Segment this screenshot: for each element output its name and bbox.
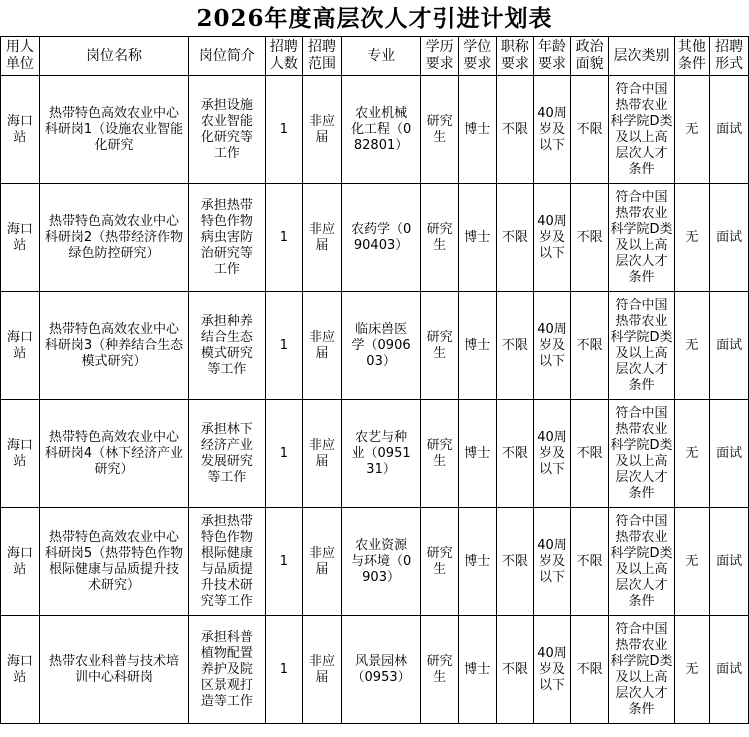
header-other: 其他条件 — [674, 37, 710, 76]
cell-age: 40周岁及以下 — [534, 400, 571, 508]
cell-form: 面试 — [710, 184, 749, 292]
cell-unit: 海口站 — [1, 76, 40, 184]
cell-age: 40周岁及以下 — [534, 616, 571, 724]
cell-degree: 博士 — [458, 616, 496, 724]
table-body — [1, 76, 749, 724]
cell-scope: 非应届 — [303, 508, 342, 616]
cell-education: 研究生 — [421, 292, 459, 400]
header-level: 层次类别 — [609, 37, 674, 76]
cell-education: 研究生 — [421, 508, 459, 616]
cell-form: 面试 — [710, 76, 749, 184]
cell-count: 1 — [265, 292, 303, 400]
cell-degree: 博士 — [458, 76, 496, 184]
cell-unit: 海口站 — [1, 292, 40, 400]
cell-position: 热带农业科普与技术培训中心科研岗 — [39, 616, 189, 724]
cell-level: 符合中国热带农业科学院D类及以上高层次人才条件 — [609, 508, 674, 616]
cell-major: 风景园林（0953） — [341, 616, 420, 724]
header-unit: 用人单位 — [1, 37, 40, 76]
cell-unit: 海口站 — [1, 616, 40, 724]
cell-title-requirement: 不限 — [496, 76, 534, 184]
header-form: 招聘形式 — [710, 37, 749, 76]
table-row — [1, 508, 749, 616]
cell-scope: 非应届 — [303, 292, 342, 400]
table-row — [1, 400, 749, 508]
cell-title-requirement: 不限 — [496, 292, 534, 400]
cell-scope: 非应届 — [303, 76, 342, 184]
cell-count: 1 — [265, 508, 303, 616]
header-political: 政治面貌 — [570, 37, 609, 76]
header-major: 专业 — [341, 37, 420, 76]
cell-political: 不限 — [570, 400, 609, 508]
cell-degree: 博士 — [458, 508, 496, 616]
cell-count: 1 — [265, 76, 303, 184]
header-count: 招聘人数 — [265, 37, 303, 76]
cell-other: 无 — [674, 400, 710, 508]
cell-title-requirement: 不限 — [496, 508, 534, 616]
cell-other: 无 — [674, 292, 710, 400]
cell-degree: 博士 — [458, 292, 496, 400]
cell-form: 面试 — [710, 400, 749, 508]
cell-other: 无 — [674, 184, 710, 292]
cell-major: 农业机械化工程（082801） — [341, 76, 420, 184]
header-row — [1, 37, 749, 76]
table-row — [1, 76, 749, 184]
cell-unit: 海口站 — [1, 400, 40, 508]
header-title-requirement: 职称要求 — [496, 37, 534, 76]
cell-count: 1 — [265, 616, 303, 724]
cell-position: 热带特色高效农业中心科研岗4（林下经济产业研究） — [39, 400, 189, 508]
cell-degree: 博士 — [458, 184, 496, 292]
cell-education: 研究生 — [421, 400, 459, 508]
page-title: 2026年度高层次人才引进计划表 — [196, 5, 553, 32]
cell-position: 热带特色高效农业中心科研岗5（热带特色作物根际健康与品质提升技术研究） — [39, 508, 189, 616]
cell-intro: 承担种养结合生态模式研究等工作 — [189, 292, 265, 400]
cell-scope: 非应届 — [303, 184, 342, 292]
table-row — [1, 616, 749, 724]
cell-level: 符合中国热带农业科学院D类及以上高层次人才条件 — [609, 400, 674, 508]
cell-education: 研究生 — [421, 76, 459, 184]
cell-intro: 承担设施农业智能化研究等工作 — [189, 76, 265, 184]
cell-major: 农艺与种业（095131） — [341, 400, 420, 508]
cell-degree: 博士 — [458, 400, 496, 508]
cell-count: 1 — [265, 184, 303, 292]
cell-other: 无 — [674, 616, 710, 724]
header-scope: 招聘范围 — [303, 37, 342, 76]
cell-position: 热带特色高效农业中心科研岗1（设施农业智能化研究 — [39, 76, 189, 184]
cell-political: 不限 — [570, 184, 609, 292]
cell-unit: 海口站 — [1, 508, 40, 616]
cell-political: 不限 — [570, 508, 609, 616]
cell-scope: 非应届 — [303, 400, 342, 508]
table-row — [1, 292, 749, 400]
cell-major: 临床兽医学（090603） — [341, 292, 420, 400]
cell-form: 面试 — [710, 616, 749, 724]
cell-intro: 承担林下经济产业发展研究等工作 — [189, 400, 265, 508]
cell-age: 40周岁及以下 — [534, 292, 571, 400]
cell-title-requirement: 不限 — [496, 400, 534, 508]
cell-scope: 非应届 — [303, 616, 342, 724]
header-degree: 学位要求 — [458, 37, 496, 76]
cell-unit: 海口站 — [1, 184, 40, 292]
cell-count: 1 — [265, 400, 303, 508]
header-education: 学历要求 — [421, 37, 459, 76]
cell-age: 40周岁及以下 — [534, 184, 571, 292]
cell-political: 不限 — [570, 292, 609, 400]
cell-level: 符合中国热带农业科学院D类及以上高层次人才条件 — [609, 292, 674, 400]
cell-intro: 承担热带特色作物根际健康与品质提升技术研究等工作 — [189, 508, 265, 616]
header-position: 岗位名称 — [39, 37, 189, 76]
cell-age: 40周岁及以下 — [534, 508, 571, 616]
cell-age: 40周岁及以下 — [534, 76, 571, 184]
cell-education: 研究生 — [421, 184, 459, 292]
cell-political: 不限 — [570, 616, 609, 724]
cell-education: 研究生 — [421, 616, 459, 724]
recruitment-plan-table — [0, 36, 749, 724]
cell-title-requirement: 不限 — [496, 184, 534, 292]
cell-intro: 承担科普植物配置养护及院区景观打造等工作 — [189, 616, 265, 724]
cell-form: 面试 — [710, 292, 749, 400]
header-intro: 岗位简介 — [189, 37, 265, 76]
header-age: 年龄要求 — [534, 37, 571, 76]
cell-level: 符合中国热带农业科学院D类及以上高层次人才条件 — [609, 184, 674, 292]
table-row — [1, 184, 749, 292]
cell-position: 热带特色高效农业中心科研岗2（热带经济作物绿色防控研究） — [39, 184, 189, 292]
cell-title-requirement: 不限 — [496, 616, 534, 724]
cell-major: 农药学（090403） — [341, 184, 420, 292]
cell-political: 不限 — [570, 76, 609, 184]
cell-intro: 承担热带特色作物病虫害防治研究等工作 — [189, 184, 265, 292]
cell-major: 农业资源与环境（0903） — [341, 508, 420, 616]
cell-position: 热带特色高效农业中心科研岗3（种养结合生态模式研究） — [39, 292, 189, 400]
cell-form: 面试 — [710, 508, 749, 616]
cell-level: 符合中国热带农业科学院D类及以上高层次人才条件 — [609, 616, 674, 724]
cell-level: 符合中国热带农业科学院D类及以上高层次人才条件 — [609, 76, 674, 184]
cell-other: 无 — [674, 508, 710, 616]
cell-other: 无 — [674, 76, 710, 184]
